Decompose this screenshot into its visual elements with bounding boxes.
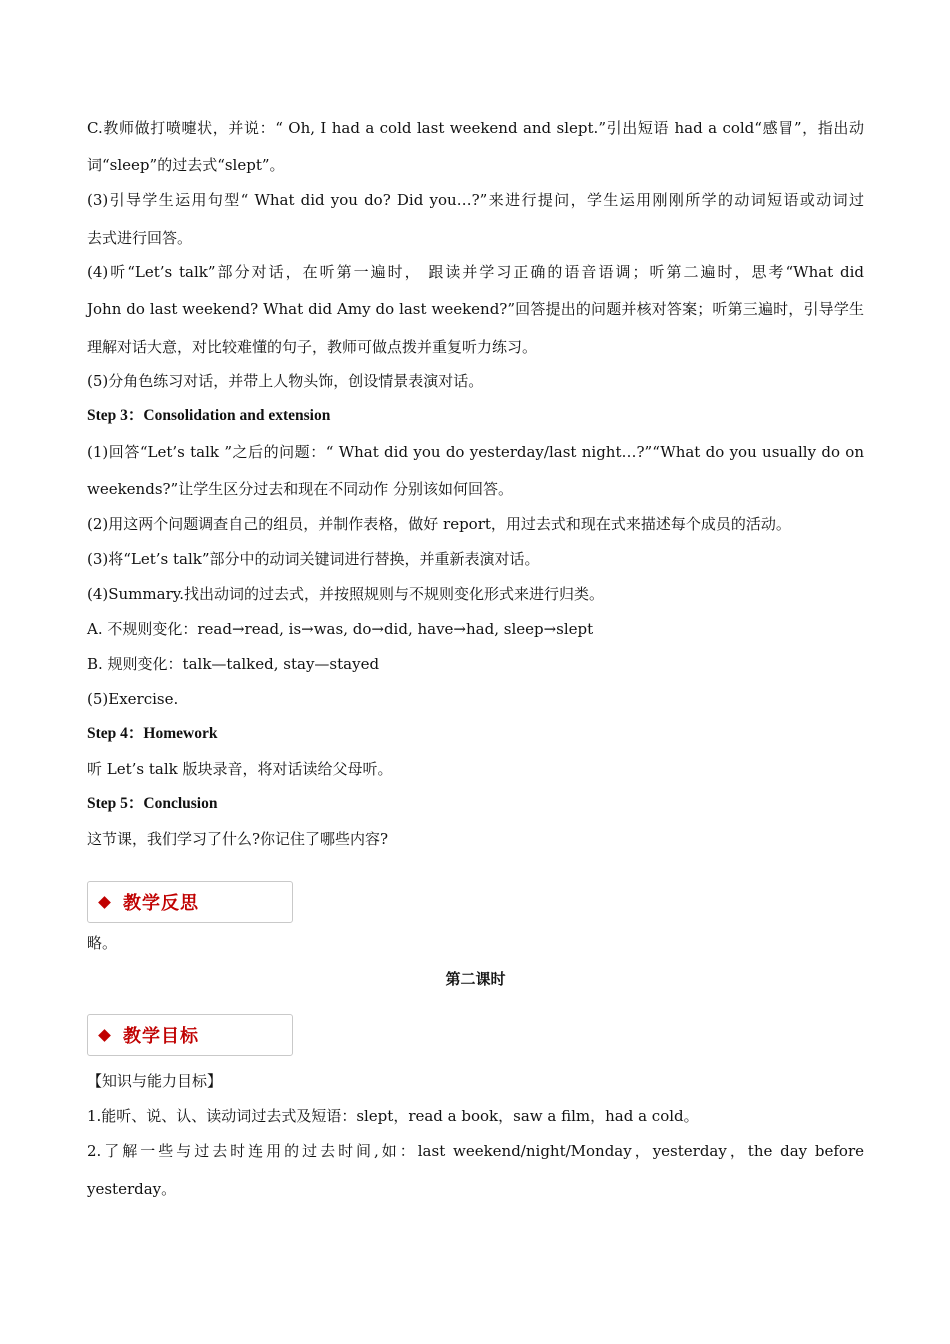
paragraph-line: (3)将“Let’s talk”部分中的动词关键词进行替换，并重新表演对话。 — [87, 550, 540, 568]
diamond-icon — [98, 896, 111, 909]
paragraph-line: 1.能听、说、认、读动词过去式及短语：slept，read a book，saw a film，had a cold。 — [87, 1107, 699, 1125]
paragraph-line: A. 不规则变化：read→read, is→was, do→did, have→had, sleep→slept — [87, 620, 594, 638]
paragraph-line: B. 规则变化：talk—talked, stay—stayed — [87, 655, 380, 673]
section-box-reflection — [87, 881, 293, 923]
section-title: 教学目标 — [123, 1026, 199, 1047]
paragraph-line: (5)Exercise. — [87, 690, 179, 708]
paragraph-line: John do last weekend? What did Amy do last weekend?”回答提出的问题并核对答案；听第三遍时，引导学生 — [87, 300, 864, 318]
section-box-objectives — [87, 1014, 293, 1056]
section-title: 教学反思 — [123, 893, 199, 914]
step-heading: Step 3：Consolidation and extension — [87, 407, 331, 424]
paragraph-line: 听 Let’s talk 版块录音，将对话读给父母听。 — [87, 760, 393, 778]
paragraph-line: weekends?”让学生区分过去和现在不同动作 分别该如何回答。 — [87, 480, 514, 498]
step-heading: Step 5：Conclusion — [87, 795, 218, 812]
paragraph-line: 略。 — [87, 934, 118, 952]
paragraph-line: 理解对话大意，对比较难懂的句子，教师可做点拨并重复听力练习。 — [87, 338, 538, 356]
step-heading: Step 4：Homework — [87, 725, 218, 742]
paragraph-line: (1)回答“Let’s talk ”之后的问题：“ What did you do yesterday/last night…?”“What do you usually do on — [87, 443, 864, 461]
lesson-heading: 第二课时 — [445, 970, 506, 988]
paragraph-line: 词“sleep”的过去式“slept”。 — [87, 156, 285, 174]
paragraph-line: (3)引导学生运用句型“ What did you do? Did you…?”来进行提问，学生运用刚刚所学的动词短语或动词过 — [87, 191, 864, 209]
paragraph-line: yesterday。 — [87, 1180, 177, 1198]
diamond-icon — [98, 1029, 111, 1042]
paragraph-line: (4)听“Let’s talk”部分对话，在听第一遍时， 跟读并学习正确的语音语调；听第二遍时，思考“What did — [87, 263, 864, 281]
paragraph-line: (2)用这两个问题调查自己的组员，并制作表格，做好 report，用过去式和现在式来描述每个成员的活动。 — [87, 515, 791, 533]
paragraph-line: 2.了解一些与过去时连用的过去时间,如：last weekend/night/Monday，yesterday，the day before — [87, 1142, 864, 1160]
paragraph-line: (5)分角色练习对话，并带上人物头饰，创设情景表演对话。 — [87, 372, 484, 390]
paragraph-line: (4)Summary.找出动词的过去式，并按照规则与不规则变化形式来进行归类。 — [87, 585, 604, 603]
paragraph-line: C.教师做打喷嚏状，并说：“ Oh, I had a cold last weekend and slept.”引出短语 had a cold“感冒”，指出动 — [87, 119, 864, 137]
paragraph-line: 这节课，我们学习了什么?你记住了哪些内容? — [87, 830, 389, 848]
paragraph-line: 去式进行回答。 — [87, 229, 193, 247]
paragraph-line: 【知识与能力目标】 — [87, 1072, 223, 1090]
